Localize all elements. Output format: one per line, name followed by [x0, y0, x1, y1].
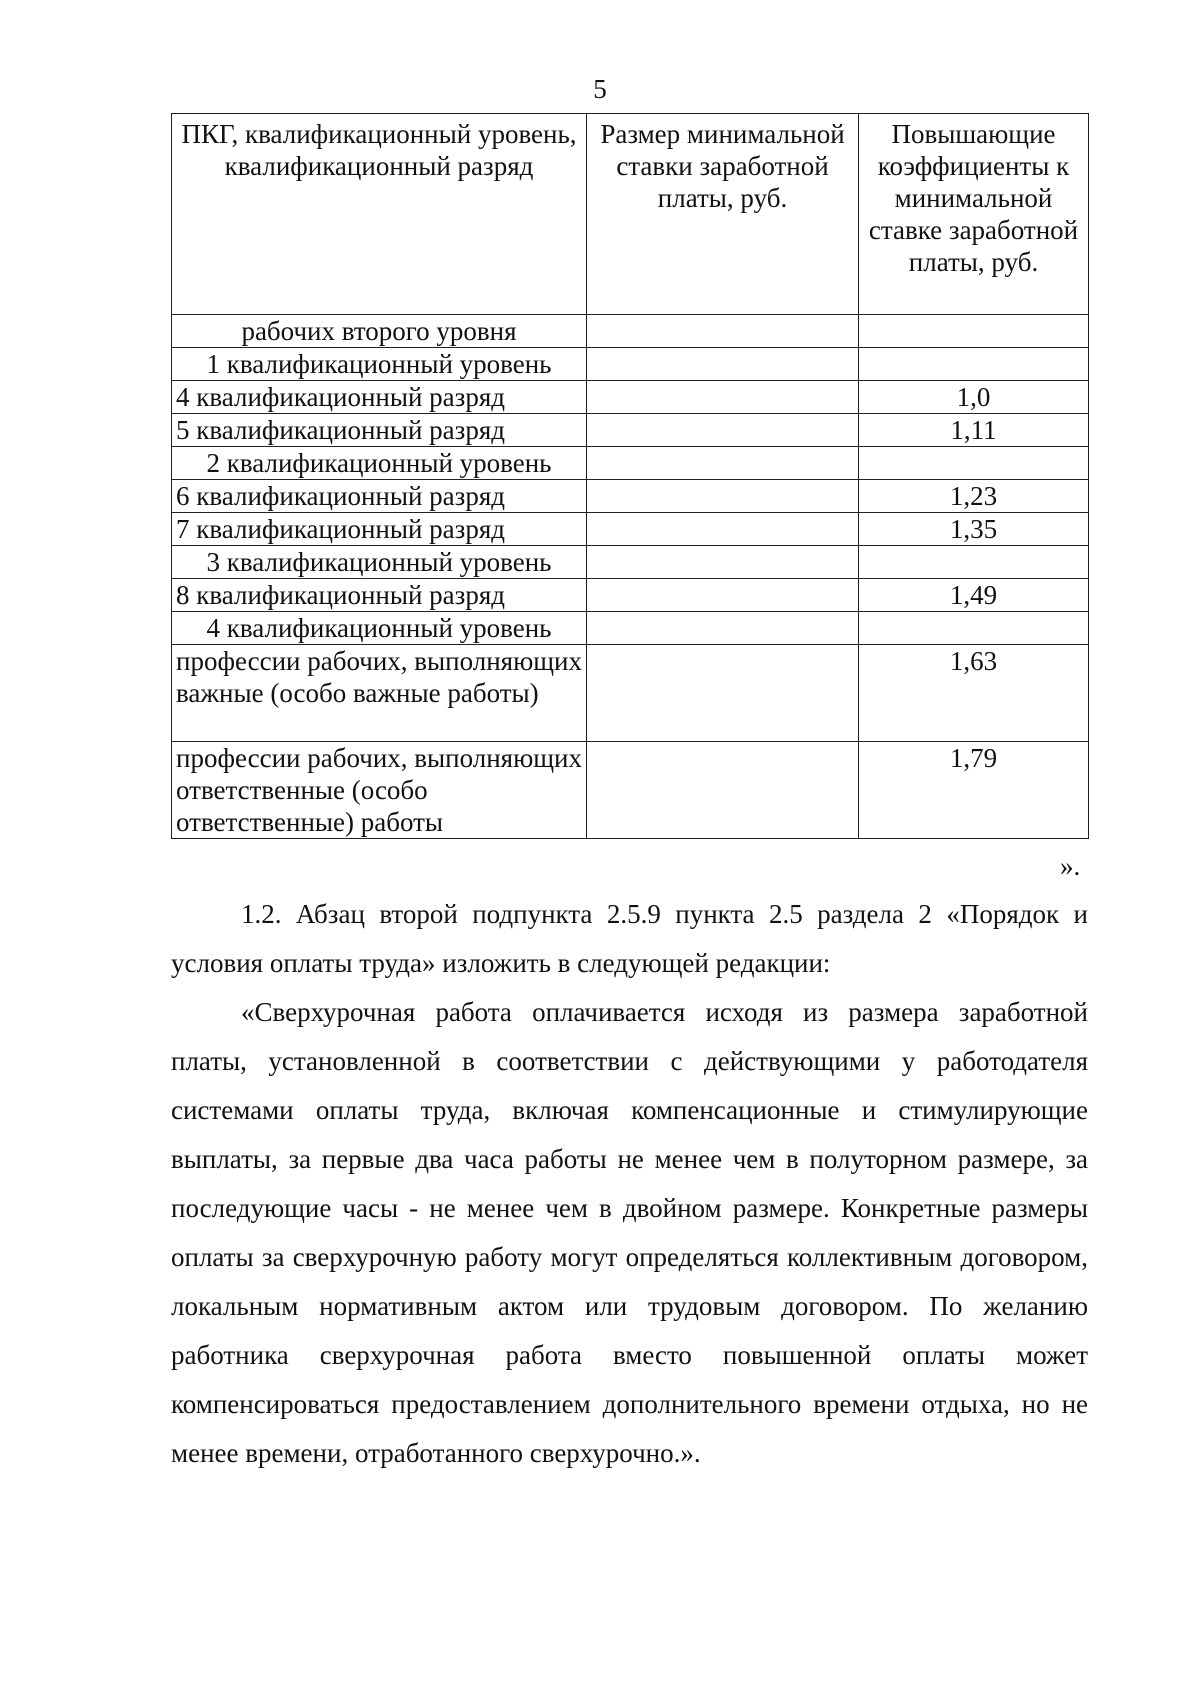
- row-coef: [859, 546, 1089, 579]
- table-row: [172, 414, 1089, 447]
- salary-coefficients-table: [171, 113, 1089, 839]
- row-label: 6 квалификационный разряд: [172, 480, 587, 513]
- row-rate: [587, 546, 859, 579]
- row-rate: [587, 414, 859, 447]
- row-label: рабочих второго уровня: [172, 315, 587, 348]
- table-row: [172, 742, 1089, 839]
- row-rate: [587, 513, 859, 546]
- table-row: [172, 579, 1089, 612]
- row-coef: 1,23: [859, 480, 1089, 513]
- row-coef: [859, 348, 1089, 381]
- table-row: [172, 546, 1089, 579]
- row-coef: 1,79: [859, 742, 1089, 839]
- row-coef: 1,35: [859, 513, 1089, 546]
- table-row: [172, 513, 1089, 546]
- header-min-rate: Размер минимальной ставки заработной платы, руб.: [587, 114, 859, 315]
- row-rate: [587, 348, 859, 381]
- header-coefficients: Повышающие коэффициенты к минимальной ставке заработной платы, руб.: [859, 114, 1089, 315]
- row-coef: [859, 315, 1089, 348]
- table-header-row: [172, 114, 1089, 315]
- table-row: [172, 381, 1089, 414]
- row-rate: [587, 480, 859, 513]
- row-label: 7 квалификационный разряд: [172, 513, 587, 546]
- table-row: [172, 447, 1089, 480]
- row-rate: [587, 612, 859, 645]
- new-wording-paragraph: «Сверхурочная работа оплачивается исходя из размера заработной платы, установленной в соответствии с действующими у работодателя системами оплаты труда, включая компенсационные и стимулирующие выплаты, за первые два часа работы не менее чем в полуторном размере, за последующие часы - не менее чем в двойном размере. Конкретные размеры оплаты за сверхурочную работу могут определяться коллективным договором, локальным нормативным актом или трудовым договором. По желанию работника сверхурочная работа вместо повышенной оплаты может компенсироваться предоставлением дополнительного времени отдыха, но не менее времени, отработанного сверхурочно.».: [171, 997, 1088, 1468]
- row-label: профессии рабочих, выполняющих важные (особо важные работы): [172, 645, 587, 742]
- table-row: [172, 480, 1089, 513]
- row-label: 3 квалификационный уровень: [172, 546, 587, 579]
- table-row: [172, 348, 1089, 381]
- row-rate: [587, 447, 859, 480]
- row-coef: [859, 612, 1089, 645]
- page-number: 5: [593, 74, 607, 104]
- row-coef: [859, 447, 1089, 480]
- row-rate: [587, 381, 859, 414]
- row-rate: [587, 645, 859, 742]
- row-rate: [587, 742, 859, 839]
- row-label: 1 квалификационный уровень: [172, 348, 587, 381]
- row-label: 2 квалификационный уровень: [172, 447, 587, 480]
- amendment-paragraph: 1.2. Абзац второй подпункта 2.5.9 пункта 2.5 раздела 2 «Порядок и условия оплаты труда» изложить в следующей редакции:: [171, 899, 1088, 978]
- table-row: [172, 315, 1089, 348]
- table-row: [172, 645, 1089, 742]
- row-label: профессии рабочих, выполняющих ответственные (особо ответственные) работы: [172, 742, 587, 839]
- row-coef: 1,11: [859, 414, 1089, 447]
- row-label: 4 квалификационный уровень: [172, 612, 587, 645]
- row-rate: [587, 579, 859, 612]
- row-rate: [587, 315, 859, 348]
- row-label: 8 квалификационный разряд: [172, 579, 587, 612]
- row-label: 4 квалификационный разряд: [172, 381, 587, 414]
- row-coef: 1,0: [859, 381, 1089, 414]
- row-label: 5 квалификационный разряд: [172, 414, 587, 447]
- header-pkg-level: ПКГ, квалификационный уровень, квалификационный разряд: [172, 114, 587, 315]
- closing-quote: ».: [1060, 851, 1081, 881]
- row-coef: 1,49: [859, 579, 1089, 612]
- row-coef: 1,63: [859, 645, 1089, 742]
- table-row: [172, 612, 1089, 645]
